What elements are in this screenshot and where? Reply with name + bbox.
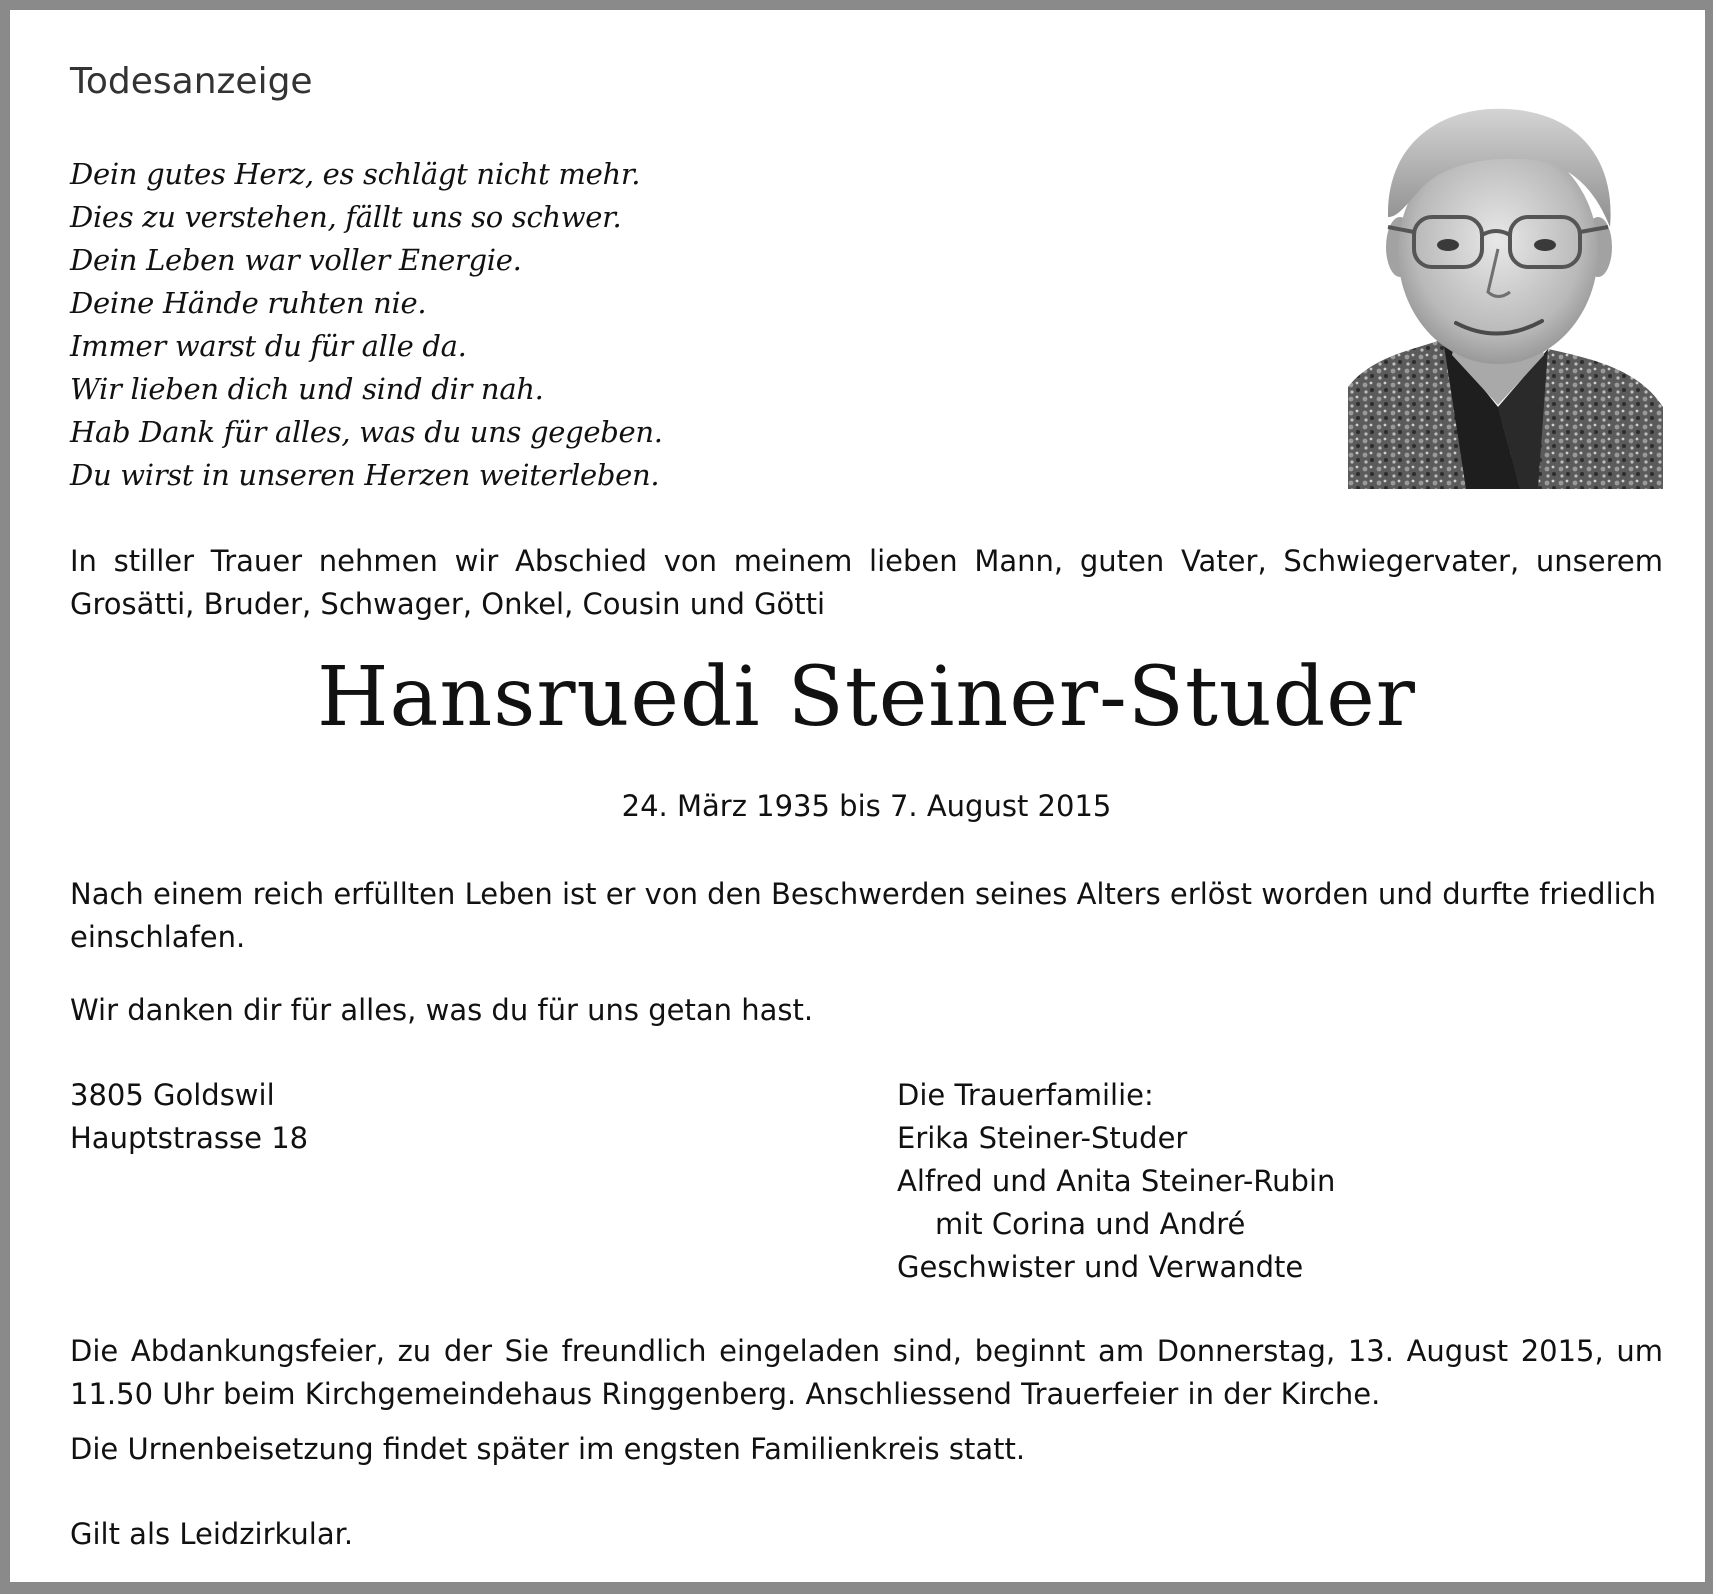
address-block bbox=[70, 1074, 308, 1160]
deceased-name: Hansruedi Steiner-Studer bbox=[317, 650, 1416, 745]
intro-text: In stiller Trauer nehmen wir Abschied von meinem lieben Mann, guten Vater, Schwiegervater, unserem Grosätti, Bruder, Schwager, Onkel, Cousin und Götti bbox=[70, 544, 1663, 621]
poem-line: Hab Dank für alles, was du uns gegeben. bbox=[70, 415, 663, 449]
closing-text: Gilt als Leidzirkular. bbox=[70, 1517, 354, 1551]
poem-line: Du wirst in unseren Herzen weiterleben. bbox=[70, 458, 660, 492]
family-line: Erika Steiner-Studer bbox=[897, 1121, 1188, 1155]
address-line: 3805 Goldswil bbox=[70, 1078, 275, 1112]
poem bbox=[70, 153, 663, 497]
family-line: mit Corina und André bbox=[935, 1207, 1246, 1241]
service-text: Die Abdankungsfeier, zu der Sie freundlich eingeladen sind, beginnt am Donnerstag, 13. August 2015, um 11.50 Uhr beim Kirchgemeindehaus Ringgenberg. Anschliessend Trauerfeier in der Kirche. bbox=[70, 1334, 1663, 1411]
portrait-photo bbox=[1348, 87, 1663, 489]
family-block bbox=[897, 1074, 1335, 1289]
family-line: Alfred und Anita Steiner-Rubin bbox=[897, 1164, 1336, 1198]
poem-line: Wir lieben dich und sind dir nah. bbox=[70, 372, 544, 406]
poem-line: Dein Leben war voller Energie. bbox=[70, 243, 522, 277]
family-line: Geschwister und Verwandte bbox=[897, 1250, 1304, 1284]
urn-text: Die Urnenbeisetzung findet später im engsten Familienkreis statt. bbox=[70, 1432, 1026, 1466]
paragraph-1: Nach einem reich erfüllten Leben ist er von den Beschwerden seines Alters erlöst worden und durfte friedlich einschlafen. bbox=[70, 877, 1657, 954]
poem-line: Deine Hände ruhten nie. bbox=[70, 286, 427, 320]
paragraph-2: Wir danken dir für alles, was du für uns getan hast. bbox=[70, 993, 814, 1027]
poem-line: Dein gutes Herz, es schlägt nicht mehr. bbox=[70, 157, 641, 191]
life-dates: 24. März 1935 bis 7. August 2015 bbox=[621, 789, 1112, 823]
poem-line: Dies zu verstehen, fällt uns so schwer. bbox=[70, 200, 622, 234]
notice-heading: Todesanzeige bbox=[70, 61, 313, 102]
family-heading: Die Trauerfamilie: bbox=[897, 1078, 1154, 1112]
poem-line: Immer warst du für alle da. bbox=[70, 329, 467, 363]
address-line: Hauptstrasse 18 bbox=[70, 1121, 309, 1155]
